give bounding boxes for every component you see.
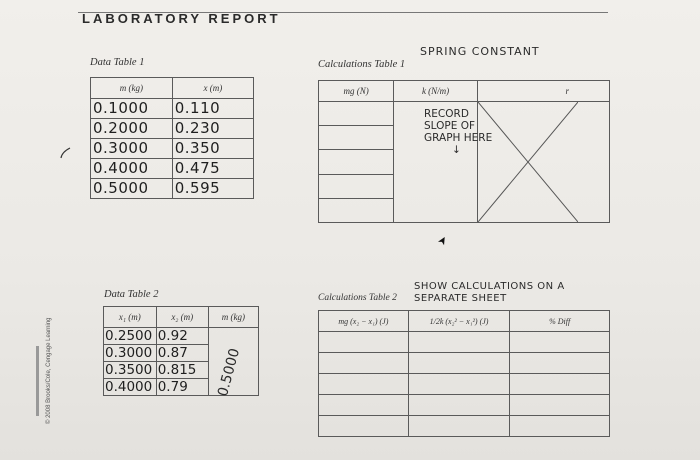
- cursor-icon: ➤: [434, 233, 451, 248]
- cell-x1: 0.3000: [104, 345, 157, 362]
- data-table-2: [103, 306, 259, 399]
- record-slope-note: RECORD SLOPE OF GRAPH HERE ↓: [424, 108, 493, 156]
- table-row: [319, 353, 610, 374]
- cell-displacement: 0.475: [172, 159, 253, 179]
- report-title: LABORATORY REPORT: [82, 11, 281, 26]
- separate-sheet-note: SHOW CALCULATIONS ON A SEPARATE SHEET: [414, 281, 565, 304]
- header-mass: m (kg): [208, 307, 258, 328]
- side-bar: [36, 346, 39, 416]
- cell-x2: 0.79: [156, 379, 208, 396]
- calc-table-1-caption: Calculations Table 1: [318, 59, 406, 70]
- cell-mass: 0.4000: [91, 159, 173, 179]
- header-percent-diff: % Diff: [510, 311, 610, 332]
- data-table-1-caption: Data Table 1: [90, 57, 145, 68]
- cell-x1: 0.2500: [104, 328, 157, 345]
- cell-mass: 0.5000: [91, 179, 173, 199]
- cell-displacement: 0.230: [172, 119, 253, 139]
- side-credit: © 2008 Brooks/Cole, Cengage Learning: [46, 317, 52, 424]
- cell-displacement: 0.110: [172, 99, 253, 119]
- header-correlation: r: [477, 81, 609, 102]
- data-table-2-caption: Data Table 2: [104, 289, 159, 300]
- cell-displacement: 0.350: [172, 139, 253, 159]
- table-row: [91, 159, 254, 179]
- header-displacement: x (m): [172, 78, 253, 99]
- header-x1: x₁ (m): [104, 307, 157, 328]
- cell-x1: 0.4000: [104, 379, 157, 396]
- cell-mass: 0.1000: [91, 99, 173, 119]
- header-x2: x₂ (m): [156, 307, 208, 328]
- data-table-1: [90, 77, 254, 199]
- cell-mass: [208, 328, 258, 399]
- cell-mass: 0.2000: [91, 119, 173, 139]
- cell-displacement: 0.595: [172, 179, 253, 199]
- calc-table-2: [318, 310, 610, 437]
- cell-mass: 0.3000: [91, 139, 173, 159]
- cell-x1: 0.3500: [104, 362, 157, 379]
- header-mass: m (kg): [91, 78, 173, 99]
- header-weight: mg (N): [319, 81, 394, 102]
- header-spring-energy: 1/2k (x₂² − x₁²) (J): [408, 311, 510, 332]
- header-potential-energy: mg (x₂ − x₁) (J): [319, 311, 409, 332]
- table-row: [91, 119, 254, 139]
- cell-x2: 0.87: [156, 345, 208, 362]
- table-row: [91, 179, 254, 199]
- cross-mark: [478, 102, 578, 222]
- spring-constant-note: SPRING CONSTANT: [420, 45, 540, 58]
- cell-x2: 0.92: [156, 328, 208, 345]
- down-arrow-icon: ↓: [452, 144, 461, 156]
- table-row: [319, 332, 610, 353]
- table-row: [319, 416, 610, 437]
- table-row: [319, 395, 610, 416]
- table-row: [104, 328, 259, 345]
- table-row: [91, 139, 254, 159]
- header-spring-constant: k (N/m): [394, 81, 478, 102]
- mass-value: 0.5000: [214, 346, 243, 399]
- cell-x2: 0.815: [156, 362, 208, 379]
- crossed-out-cell: [477, 102, 609, 223]
- table-row: [91, 99, 254, 119]
- pen-mark: [58, 146, 72, 160]
- calc-table-2-caption: Calculations Table 2: [318, 293, 397, 303]
- table-row: [319, 374, 610, 395]
